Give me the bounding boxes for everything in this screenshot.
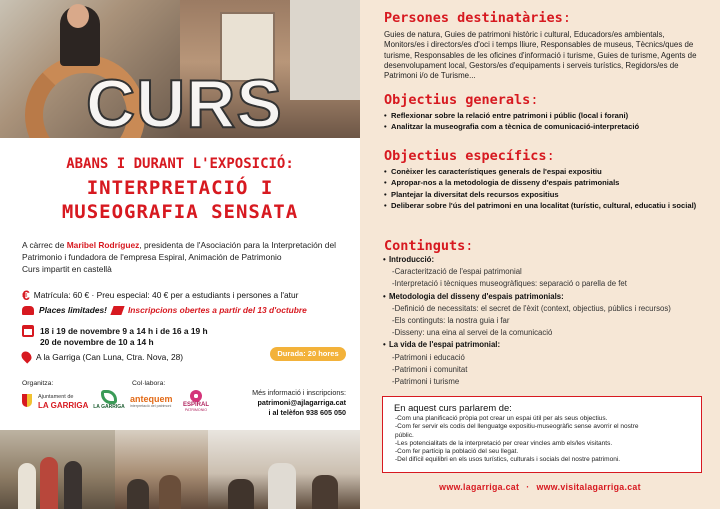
price-row [22,288,352,302]
topics-line: -Del difícil equilibri en els usos turístics, culturals i socials del nostre patrimoni. [395,456,621,464]
objectius-generals-list [384,110,706,133]
section-item: -Interpretació i tècniques museogràfiques: separació o parella de fet [392,279,627,289]
la-garriga-mark-icon [101,390,117,404]
destinataries-text: Guies de natura, Guies de patrimoni històric i cultural, Educadors/es ambientals, Monitors/es i directors/es d'oci i temps lliure, Responsables de museus, Tècnics/ques de turisme, Responsables de les oficines d'informació i turisme, Guies de turisme, Agents de desenvolupament local, Gestors/es d'equipaments i serveis turístics, Regidors/es de Patrimoni i/o de Turisme... [384,30,697,81]
continguts-heading-text: Continguts [384,238,466,254]
espiral-text: ESPIRAL [182,402,209,408]
objectius-generals-heading-text: Objectius generals [384,92,531,108]
footer-link-visitalagarriga[interactable]: www.visitalagarriga.cat [536,482,641,492]
section-item: -Patrimoni i turisme [392,376,460,386]
places-limited: Places limitades! [39,305,107,315]
la-garriga-logo-text: LA GARRIGA [93,404,125,410]
topics-line: -Com fer partícip la població del seu llegat. [395,448,519,456]
list-item: • Conèixer les característiques generals de l'espai expositiu [384,166,706,177]
list-item: • Analitzar la museografia com a tècnica de comunicació-interpretació [384,121,706,132]
date-line2: 20 de novembre de 10 a 14 h [40,336,154,347]
bottom-photo-strip [0,430,360,509]
figure [268,463,296,509]
section-title: • Introducció: [384,254,706,266]
topics-box-title: En aquest curs parlarem de: [394,402,512,413]
section-item: -Caracterització de l'espai patrimonial [392,267,522,277]
location-text: A la Garriga (Can Luna, Ctra. Nova, 28) [36,351,184,362]
costumed-group-photo [0,430,115,509]
euro-icon: € [22,287,30,303]
instructor-name: Maribel Rodríguez [66,240,140,250]
figure [64,461,82,509]
topics-line: -Com fer servir els codis del llenguatge expositiu-museogràfic sense avorrir el nostre [395,423,639,431]
espiral-logo [178,390,214,412]
espiral-mark-icon [190,390,202,402]
coat-of-arms-icon [22,394,32,407]
course-dates [22,325,272,347]
topics-line: públic. [395,431,414,439]
objectius-especifics-heading: Objectius específics: [384,148,555,164]
course-title-line2: MUSEOGRAFIA SENSATA [61,201,299,223]
antequem-text: antequem [130,394,173,404]
ajuntament-big-text: LA GARRIGA [38,401,89,410]
organitza-label: Organitza: [22,380,54,387]
instructor-intro [22,240,346,276]
continguts-heading: Continguts: [384,238,474,254]
list-item: • Deliberar sobre l'ús del patrimoni en una localitat (turístic, cultural, educatiu i social) [384,200,706,211]
objectius-generals-heading: Objectius generals: [384,92,539,108]
location-pin-icon [19,349,33,363]
topics-line: -Com una planificació pròpia pot crear un espai útil per als seus objectius. [395,415,608,422]
antequem-subtext: interpretació del patrimoni [130,404,172,408]
hero-photo-banner [0,0,360,138]
course-language: Curs impartit en castellà [22,264,112,274]
col-labora-label: Col·labora: [132,380,166,387]
topics-box [382,396,702,473]
footer-separator: · [526,482,530,492]
price-text: Matrícula: 60 € · Preu especial: 40 € per a estudiants i persones a l'atur [33,290,299,300]
section-item: -Els continguts: la nostra guia i far [392,315,510,325]
destinataries-heading: Persones destinatàries: [384,10,571,26]
figure [312,475,338,509]
visitors-photo [115,430,208,509]
calendar-icon [22,325,34,337]
intro-text-b: , presidenta de l'Asociación para la Interpretación del Patrimonio i fundadora de l'empresa Espiral, Animación de Patrimonio [22,240,336,262]
date-line1: 18 i 19 de novembre 9 a 14 h i de 16 a 19 h [40,325,208,336]
figure [159,475,181,509]
section-item: -Patrimoni i educació [392,352,465,362]
figure [127,479,149,509]
pen-icon [110,306,124,315]
section-item: -Patrimoni i comunitat [392,364,468,374]
people-icon [22,306,34,315]
objectius-especifics-list [384,166,706,211]
list-item: • Plantejar la diversitat dels recursos expositius [384,189,706,200]
contact-email[interactable]: patrimoni@ajlagarriga.cat [257,398,346,407]
figure [18,463,36,509]
objectius-especifics-heading-text: Objectius específics [384,148,547,164]
ajuntament-small-text: Ajuntament de [38,394,74,400]
info-heading: Més informació i inscripcions: [252,388,346,397]
section-item: -Definició de necessitats: el secret de l'èxit (context, objectius, públics i recursos) [392,303,671,313]
duration-badge: Durada: 20 hores [270,347,346,361]
right-panel [360,0,720,509]
person-face [67,4,89,28]
footer-links [360,482,720,492]
display-case [290,0,360,100]
section-title: • La vida de l'espai patrimonial: [384,339,706,351]
destinataries-heading-text: Persones destinatàries [384,10,563,26]
continguts-list [384,254,706,388]
list-item: • Reflexionar sobre la relació entre patrimoni i públic (local i forani) [384,110,706,121]
contact-phone[interactable]: i al telèfon 938 605 050 [268,408,346,417]
topics-line: -Les potencialitats de la interpretació per crear vincles amb els/les visitants. [395,439,613,447]
workshop-group-photo [208,430,360,509]
ajuntament-logo [22,394,94,416]
course-title-line1: INTERPRETACIÓ I [86,177,274,199]
location-row [22,351,183,362]
footer-link-lagarriga[interactable]: www.lagarriga.cat [439,482,520,492]
figure [40,457,58,509]
inscriptions-open: Inscripcions obertes a partir del 13 d'octubre [127,305,307,315]
places-row [22,305,352,315]
espiral-subtext: PATRIMONIO [184,408,208,412]
course-subtitle: ABANS I DURANT L'EXPOSICIÓ: [66,156,294,172]
figure [228,479,254,509]
list-item: • Apropar-nos a la metodologia de disseny d'espais patrimonials [384,177,706,188]
section-item: -Disseny: una eina al servei de la comunicació [392,328,553,338]
section-title: • Metodologia del disseny d'espais patrimonials: [384,291,706,303]
curs-heading: CURS [86,66,283,138]
antequem-logo [130,394,176,408]
la-garriga-logo [92,390,126,416]
contact-info [216,388,346,418]
intro-text-a: A càrrec de [22,240,67,250]
